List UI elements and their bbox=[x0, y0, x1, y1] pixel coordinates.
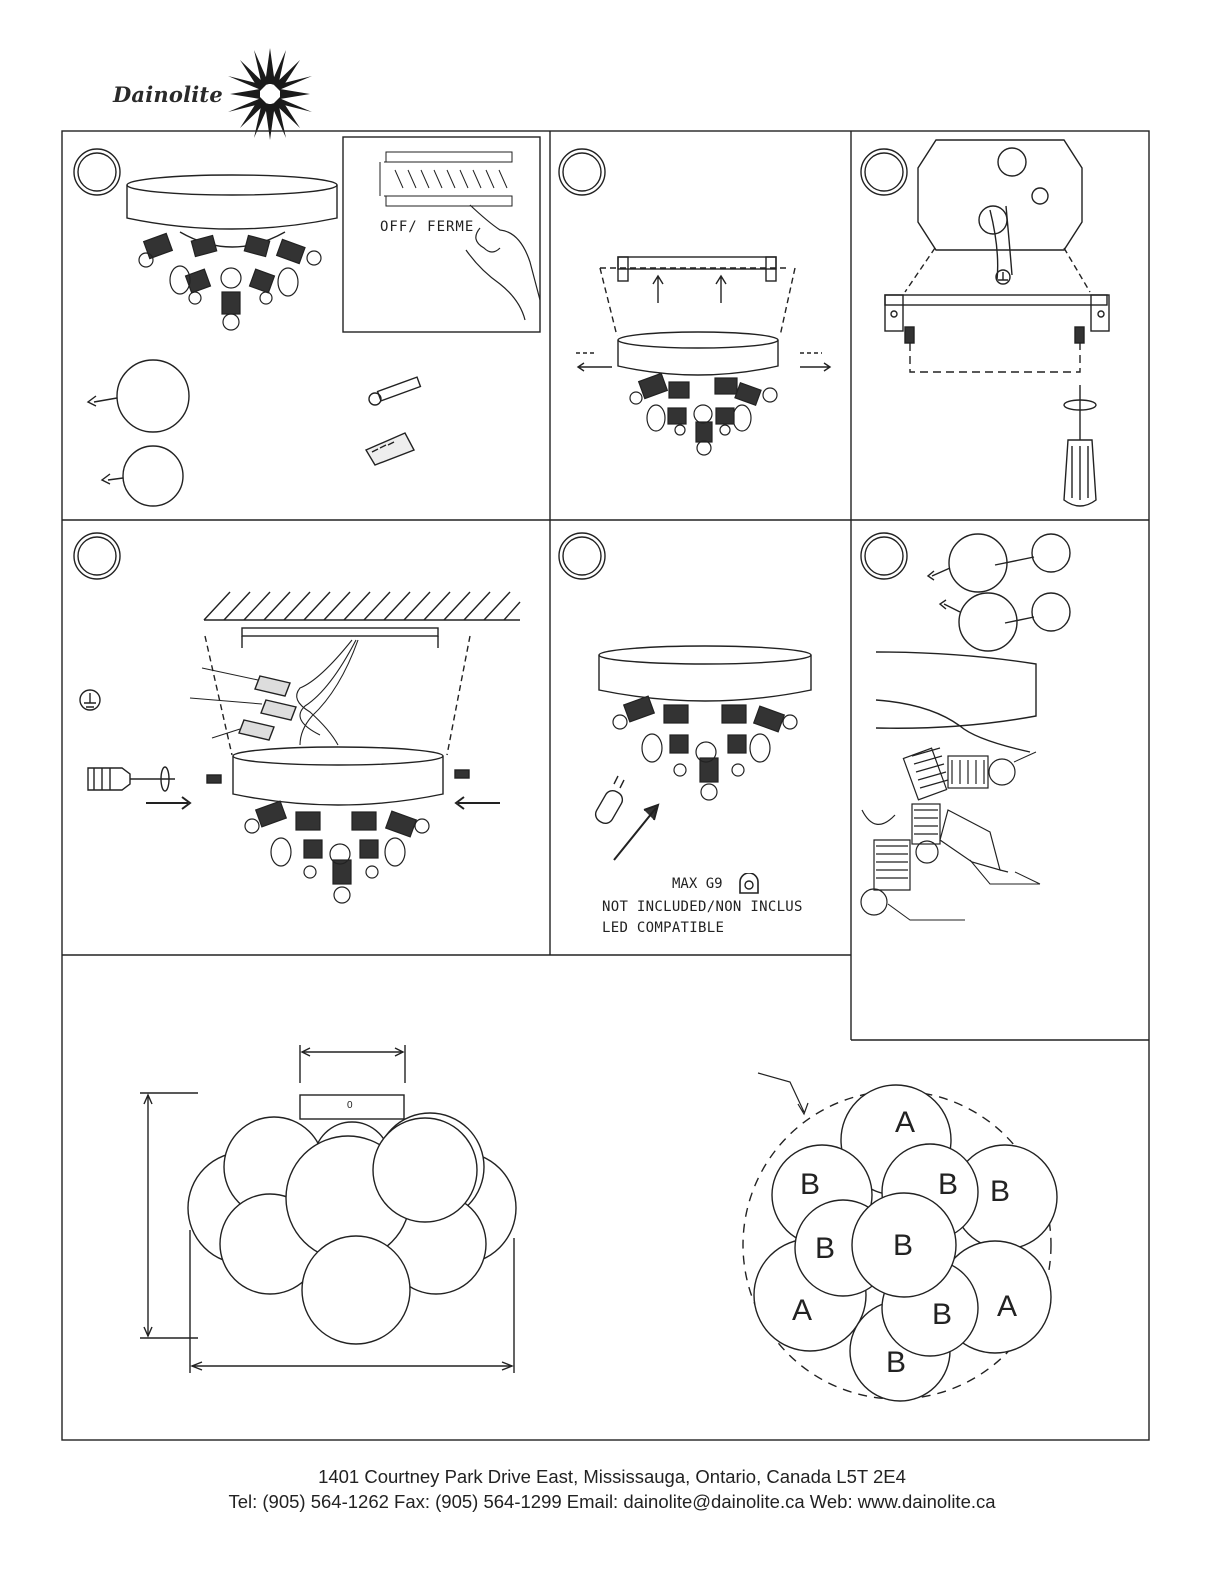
screw-icon-panel1 bbox=[369, 377, 420, 405]
bracket-screw-left bbox=[905, 327, 914, 343]
bulb-led-compatible-label: LED COMPATIBLE bbox=[602, 920, 725, 936]
step-circle-3 bbox=[861, 149, 907, 195]
wire-nut-icon-panel1 bbox=[366, 433, 414, 465]
mounting-bracket-panel3 bbox=[885, 295, 1109, 331]
globe-label-b: B bbox=[886, 1346, 907, 1379]
mounting-bracket-panel2 bbox=[600, 257, 795, 336]
sockets-panel6 bbox=[861, 748, 1015, 915]
ground-symbol-panel4 bbox=[80, 690, 100, 710]
globe-a-panel1 bbox=[88, 360, 189, 432]
globe-label-b: B bbox=[938, 1168, 959, 1201]
mounting-bracket-panel4 bbox=[242, 628, 438, 648]
sockets-panel1 bbox=[139, 233, 321, 330]
globe-b-panel1 bbox=[102, 446, 183, 506]
globe-label-b: B bbox=[815, 1232, 836, 1265]
sockets-panel2 bbox=[630, 373, 777, 455]
globe-label-a: A bbox=[792, 1294, 813, 1327]
globe-label-a: A bbox=[997, 1290, 1018, 1323]
bulb-not-included-label: NOT INCLUDED/NON INCLUS bbox=[602, 899, 803, 915]
fixture-canopy-panel4 bbox=[233, 747, 443, 805]
bracket-screw-right bbox=[1075, 327, 1084, 343]
wires-panel4 bbox=[297, 640, 358, 745]
bulb-max-label: MAX G9 bbox=[672, 876, 723, 892]
power-off-label: OFF/ FERME bbox=[380, 219, 475, 235]
up-arrows-panel2 bbox=[653, 276, 726, 303]
arrow-left-panel4 bbox=[456, 797, 500, 809]
globe-label-b: B bbox=[893, 1229, 914, 1262]
fixture-canopy-panel6 bbox=[876, 652, 1036, 752]
junction-box-panel3 bbox=[918, 140, 1082, 280]
side-screw-left bbox=[207, 775, 221, 783]
step-circle-2 bbox=[559, 149, 605, 195]
fixture-canopy-panel2 bbox=[618, 332, 778, 375]
step-circle-6 bbox=[861, 533, 907, 579]
wire-nuts-panel4 bbox=[239, 676, 296, 740]
breaker-panel-icon bbox=[380, 152, 512, 206]
g9-bulb-icon bbox=[593, 776, 626, 826]
globe-label-b: B bbox=[990, 1175, 1011, 1208]
ceiling-hatch-panel4 bbox=[204, 592, 520, 620]
hand-pointing-icon bbox=[466, 205, 540, 320]
sockets-panel5 bbox=[613, 696, 797, 800]
step-circle-1 bbox=[74, 149, 120, 195]
canopy-center-mark: 0 bbox=[347, 1100, 353, 1111]
screwdriver-icon-panel4 bbox=[88, 767, 175, 791]
dimension-width-top bbox=[300, 1045, 405, 1083]
footer-contact: Tel: (905) 564-1262 Fax: (905) 564-1299 Email: dainolite@dainolite.ca Web: www.dainolite.ca bbox=[228, 1491, 996, 1512]
globes-panel6 bbox=[928, 534, 1070, 651]
footer-address: 1401 Courtney Park Drive East, Mississauga, Ontario, Canada L5T 2E4 bbox=[318, 1466, 906, 1487]
brand-logo-text: Dainolite bbox=[113, 82, 223, 107]
halogen-bulb-icon bbox=[737, 873, 761, 895]
left-arrow-panel2 bbox=[578, 363, 612, 371]
fixture-side-view bbox=[188, 1095, 516, 1344]
globe-label-a: A bbox=[895, 1106, 916, 1139]
step-circle-4 bbox=[74, 533, 120, 579]
side-screw-right bbox=[455, 770, 469, 778]
arrow-up-panel5 bbox=[614, 805, 658, 860]
globe-label-b: B bbox=[932, 1298, 953, 1331]
globe-label-b: B bbox=[800, 1168, 821, 1201]
fixture-canopy-panel5 bbox=[599, 646, 811, 701]
arrow-right-panel4 bbox=[146, 797, 190, 809]
step-circle-5 bbox=[559, 533, 605, 579]
leader-arrow-top-view bbox=[758, 1073, 808, 1114]
ground-symbol-panel3 bbox=[996, 270, 1010, 284]
sockets-panel4 bbox=[245, 801, 429, 903]
screwdriver-icon-panel3 bbox=[1064, 385, 1096, 506]
right-arrow-panel2 bbox=[800, 363, 830, 371]
